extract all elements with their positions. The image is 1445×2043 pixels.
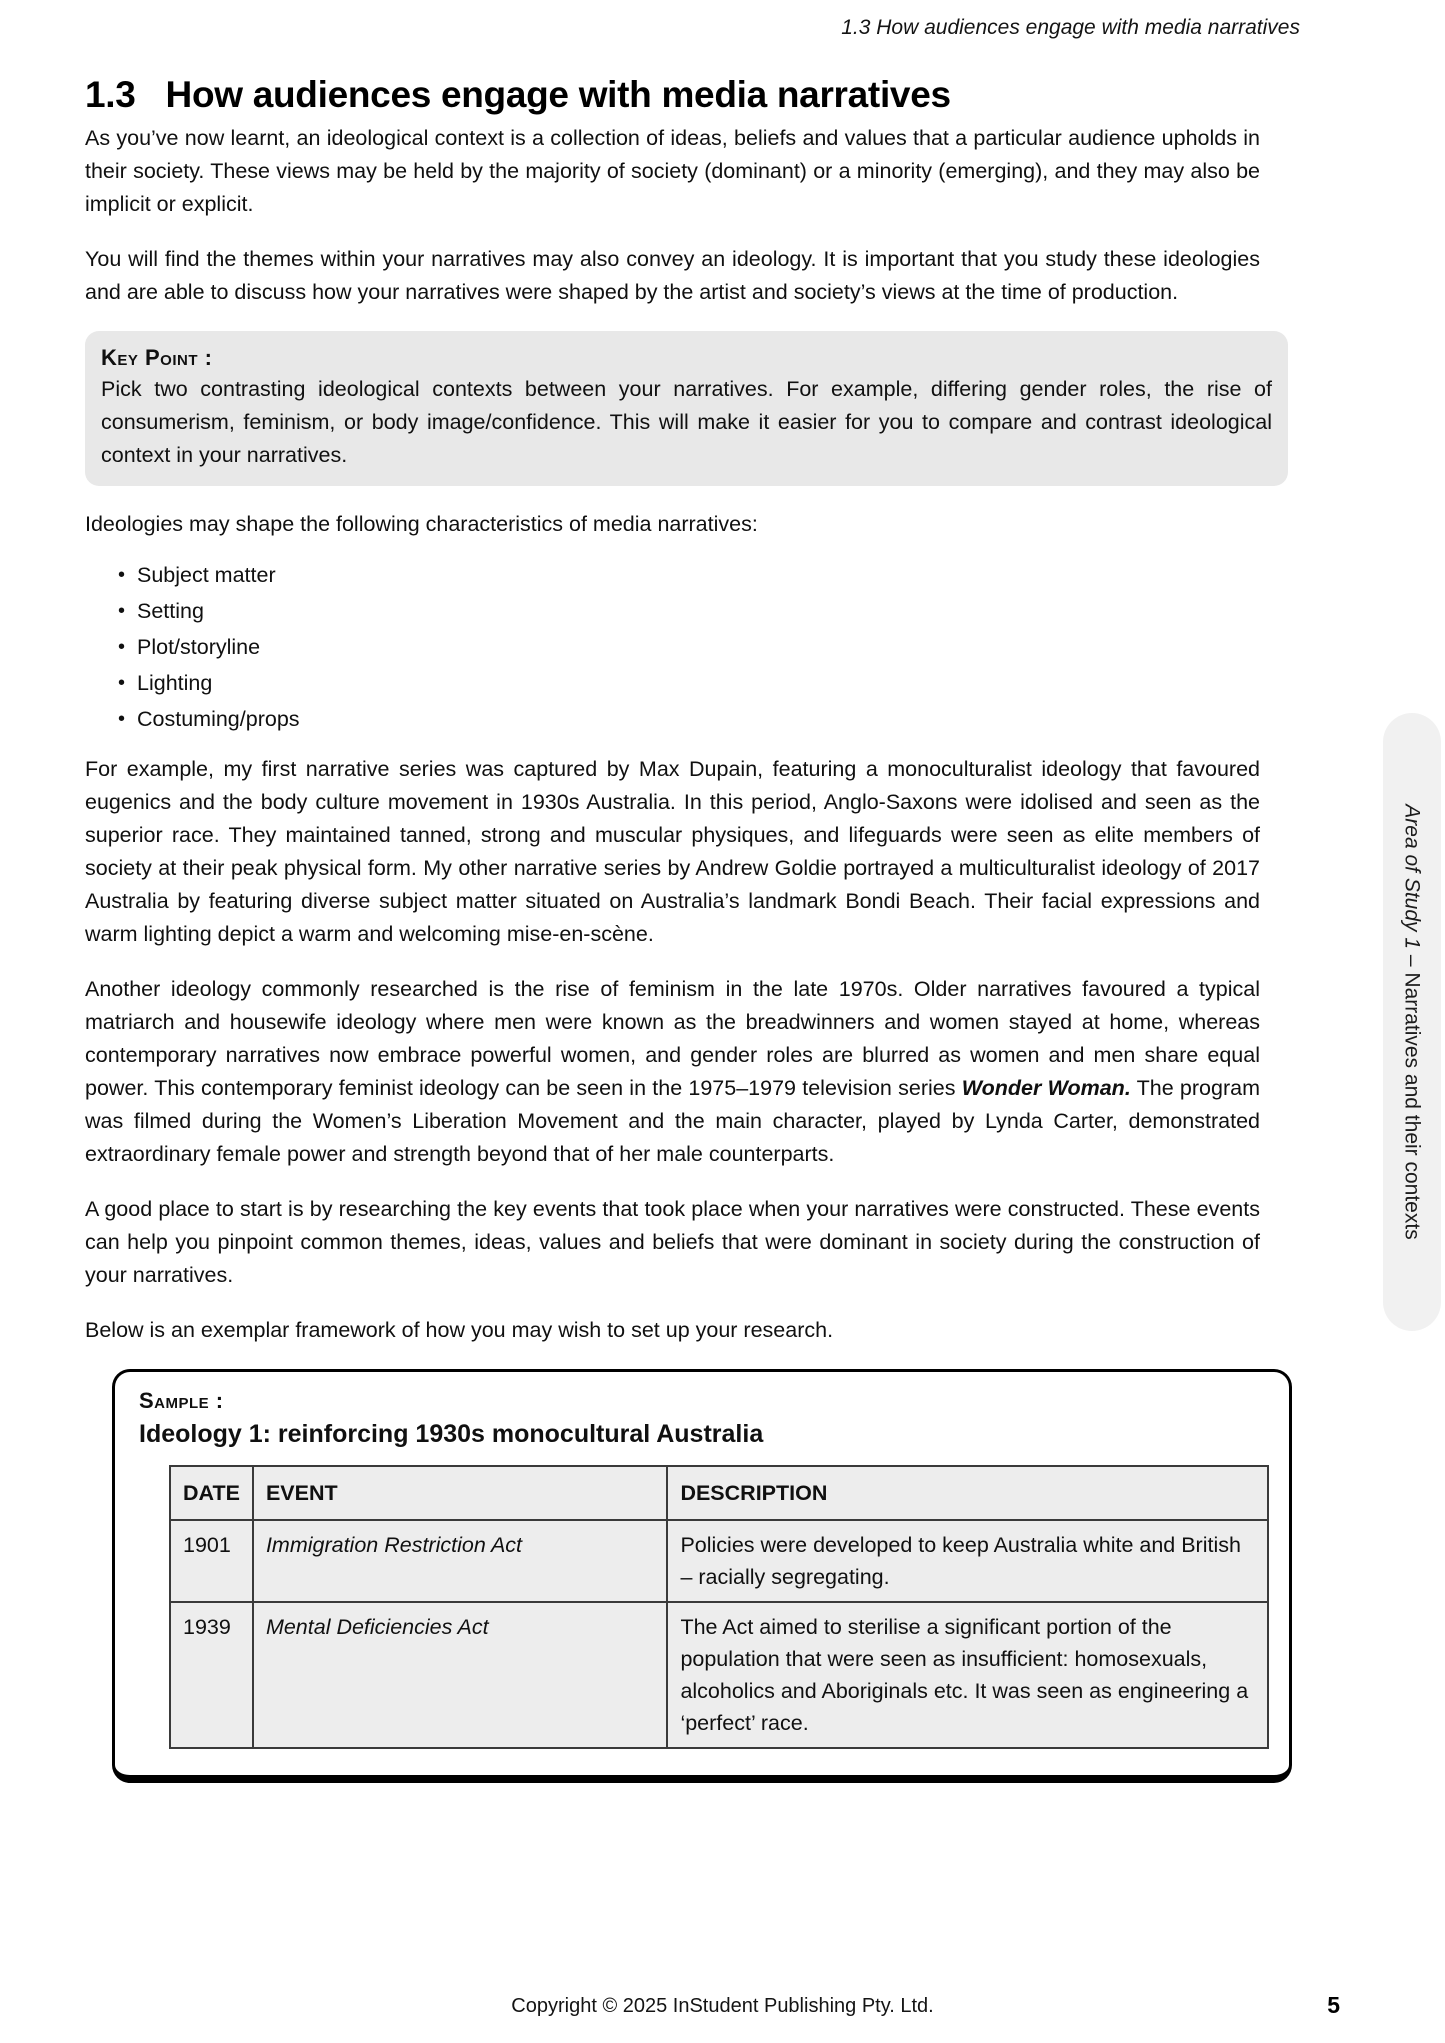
area-of-study-topic: – Narratives and their contexts <box>1401 949 1424 1240</box>
feminism-text-after: The program was filmed during the Women’s Liberation Movement and the main character, played by Lynda Carter, demonstrated extraordinary female power and strength beyond that of her male counterparts. <box>85 1076 1260 1166</box>
paragraph-themes-ideology: You will find the themes within your narratives may also convey an ideology. It is important that you study these ideologies and are able to discuss how your narratives were shaped by the artist and society’s views at the time of production. <box>85 247 1260 304</box>
cell-event-immigration-act: Immigration Restriction Act <box>253 1520 668 1602</box>
cell-date-1901: 1901 <box>170 1520 253 1602</box>
cell-date-1939: 1939 <box>170 1602 253 1748</box>
feminism-text-before: Another ideology commonly researched is the rise of feminism in the late 1970s. Older narratives favoured a typical matriarch and housewife ideology where men were known as the breadwinners and women stayed at home, whereas contemporary narratives now embrace powerful women, and gender roles are blurred as women and men share equal power. This contemporary feminist ideology can be seen in the 1975–1979 television series <box>85 977 1260 1100</box>
key-point-box <box>85 331 1288 486</box>
table-row <box>170 1602 1268 1748</box>
table-header-row <box>170 1466 1268 1520</box>
paragraph-example-dupain: For example, my first narrative series was captured by Max Dupain, featuring a monoculturalist ideology that favoured eugenics and the body culture movement in 1930s Australia. In this period, Anglo-Saxons were idolised and seen as the superior race. They maintained tanned, strong and muscular physiques, and lifeguards were seen as elite members of society at their peak physical form. My other narrative series by Andrew Goldie portrayed a multiculturalist ideology of 2017 Australia by featuring diverse subject matter situated on Australia’s landmark Bondi Beach. Their facial expressions and warm lighting depict a warm and welcoming mise-en-scène. <box>85 757 1260 946</box>
column-header-date: DATE <box>170 1466 253 1520</box>
wonder-woman-title: Wonder Woman. <box>961 1076 1131 1100</box>
paragraph-exemplar-framework: Below is an exemplar framework of how you may wish to set up your research. <box>85 1318 834 1342</box>
cell-description-mental-deficiencies-act: The Act aimed to sterilise a significant portion of the population that were seen as insufficient: homosexuals, alcoholics and Aboriginals etc. It was seen as engineering a ‘perfect’ race. <box>667 1602 1268 1748</box>
area-of-study-course: Area of Study 1 <box>1401 804 1424 950</box>
page-content <box>85 50 1272 1783</box>
list-item-plot: • Plot/storyline <box>118 629 1260 665</box>
cell-description-immigration-act: Policies were developed to keep Australia white and British – racially segregating. <box>667 1520 1268 1602</box>
page-number: 5 <box>1327 1992 1340 2018</box>
cell-event-mental-deficiencies-act: Mental Deficiencies Act <box>253 1602 668 1748</box>
column-header-event: EVENT <box>253 1466 668 1520</box>
characteristics-list <box>85 557 1260 737</box>
column-header-description: DESCRIPTION <box>667 1466 1268 1520</box>
list-item-lighting: • Lighting <box>118 665 1260 701</box>
section-number: 1.3 <box>85 74 136 115</box>
area-of-study-tab <box>1383 713 1441 1331</box>
footer-copyright: Copyright © 2025 InStudent Publishing Pty. Ltd. <box>511 1995 934 2017</box>
section-title-text: How audiences engage with media narratives <box>165 74 951 115</box>
list-item-setting: • Setting <box>118 593 1260 629</box>
area-of-study-label <box>1400 804 1424 1239</box>
table-row <box>170 1520 1268 1602</box>
key-point-body: Pick two contrasting ideological contexts between your narratives. For example, differing gender roles, the rise of consumerism, feminism, or body image/confidence. This will make it easier for you to compare and contrast ideological context in your narratives. <box>101 377 1272 467</box>
page-title <box>85 74 1260 116</box>
running-head: 1.3 How audiences engage with media narratives <box>841 16 1300 39</box>
paragraph-feminism <box>85 973 1260 1171</box>
sample-heading: Ideology 1: reinforcing 1930s monocultural Australia <box>139 1420 764 1448</box>
list-item-subject-matter: • Subject matter <box>118 557 1260 593</box>
paragraph-ideological-context: As you’ve now learnt, an ideological context is a collection of ideas, beliefs and values that a particular audience upholds in their society. These views may be held by the majority of society (dominant) or a minority (emerging), and they may also be implicit or explicit. <box>85 126 1260 216</box>
list-intro: Ideologies may shape the following characteristics of media narratives: <box>85 512 758 536</box>
paragraph-research-events: A good place to start is by researching the key events that took place when your narratives were constructed. These events can help you pinpoint common themes, ideas, values and beliefs that were dominant in society during the construction of your narratives. <box>85 1197 1260 1287</box>
key-point-label: Key Point : <box>101 345 213 370</box>
sample-box <box>112 1369 1292 1783</box>
list-item-costuming: • Costuming/props <box>118 701 1260 737</box>
research-table <box>169 1465 1269 1749</box>
sample-label: Sample : <box>139 1388 224 1413</box>
